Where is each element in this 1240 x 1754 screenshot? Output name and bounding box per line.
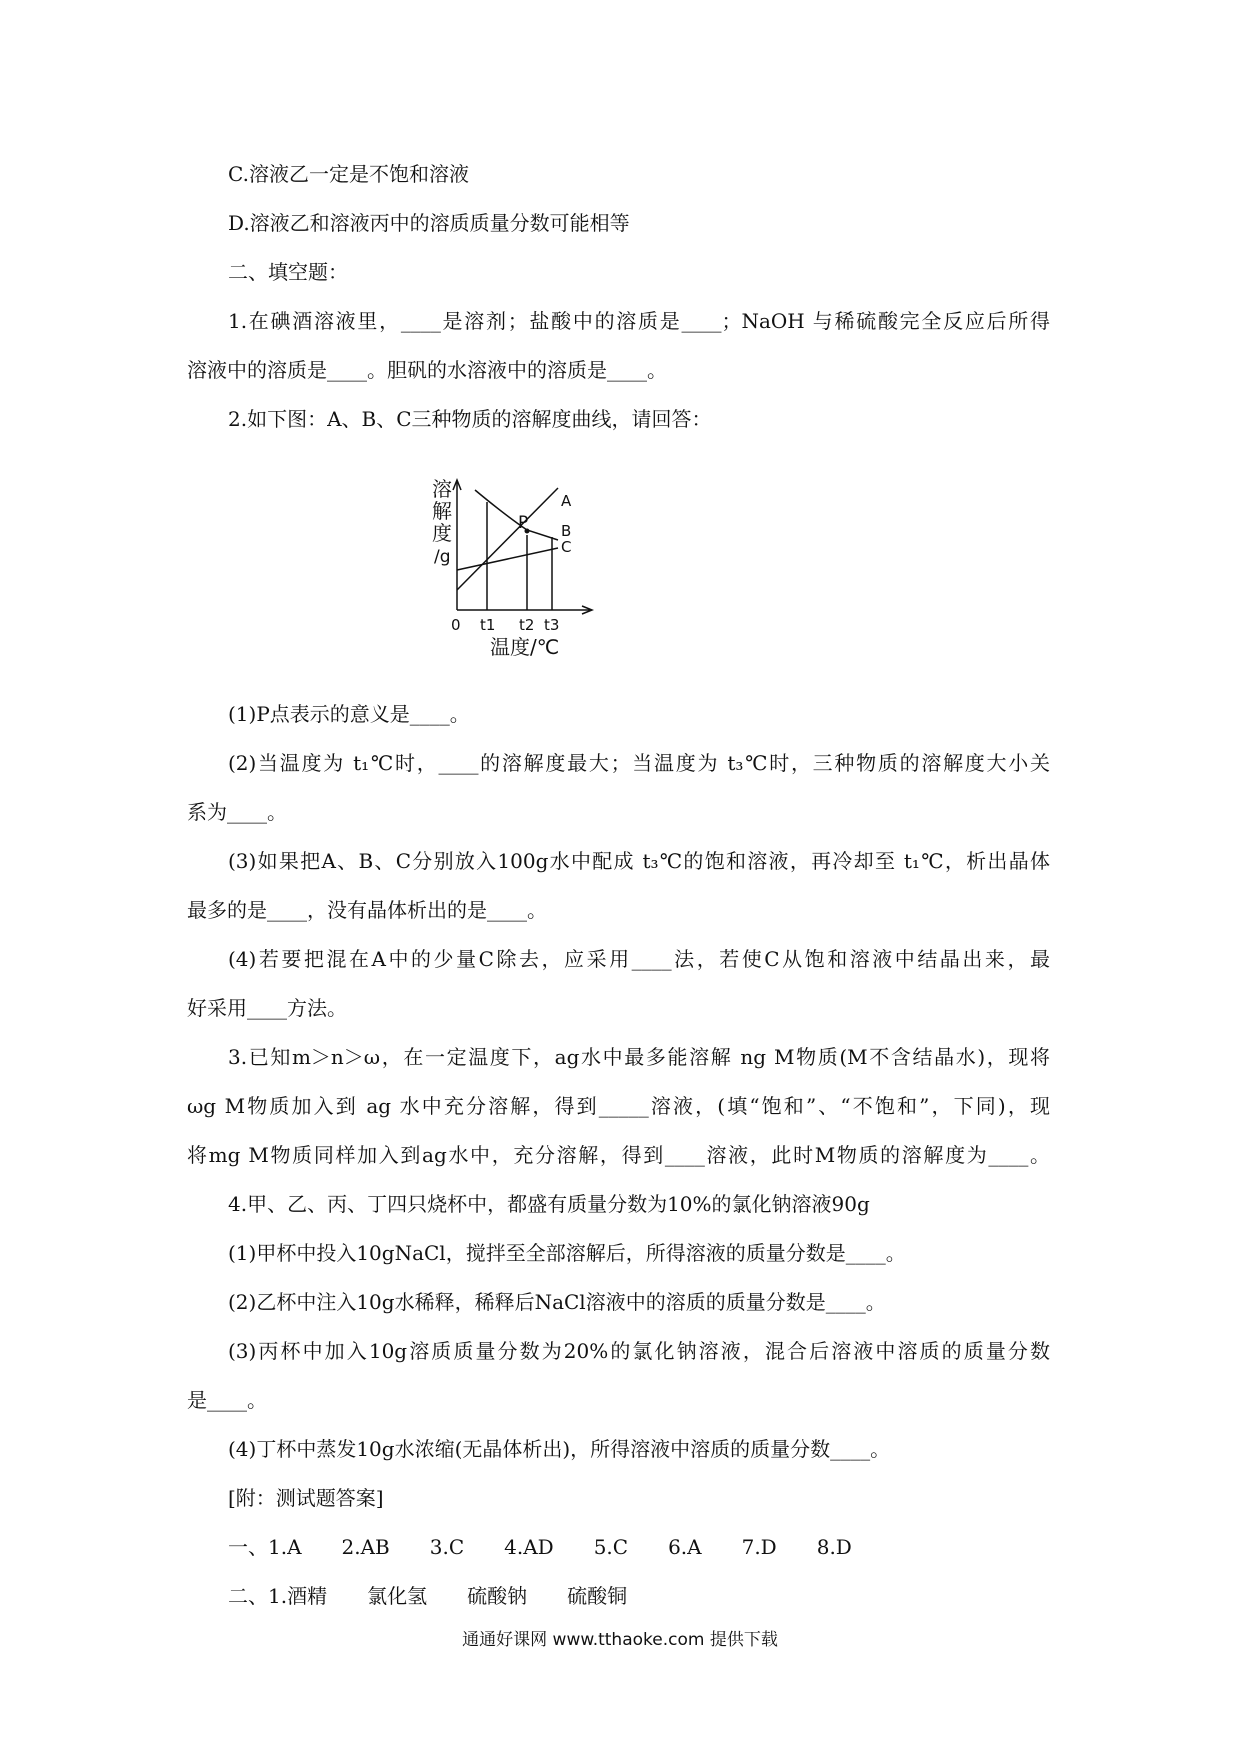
q2-sub2-line1: (2)当温度为 t₁℃时，____的溶解度最大；当温度为 t₃℃时，三种物质的溶解度大小关 [228,751,1050,775]
footer-credit: 通通好课网 www.tthaoke.com 提供下载 [462,1630,778,1650]
tick-label-t1: t1 [480,616,496,634]
y-label-char-2: 解 [432,499,452,523]
option-d: D.溶液乙和溶液丙中的溶质质量分数可能相等 [228,211,630,235]
y-label-char-3: 度 [432,521,452,545]
q3-line1: 3.已知m＞n＞ω，在一定温度下，ag水中最多能溶解 ng M物质(M不含结晶水)，现将 [228,1045,1050,1069]
curve-b-label: B [561,522,572,540]
y-label-unit: /g [434,547,451,567]
tick-label-t3: t3 [544,616,560,634]
point-p-label: P [518,513,529,533]
option-c: C.溶液乙一定是不饱和溶液 [228,162,469,186]
q2-sub4-line1: (4)若要把混在A中的少量C除去，应采用____法，若使C从饱和溶液中结晶出来，最 [228,947,1050,971]
solubility-curve-chart [430,470,610,670]
q2-sub3-line2: 最多的是____，没有晶体析出的是____。 [187,898,547,922]
answers-heading: [附：测试题答案] [228,1486,384,1510]
q3-line3: 将mg M物质同样加入到ag水中，充分溶解，得到____溶液，此时M物质的溶解度为____。 [187,1143,1050,1167]
q2-sub3-line1: (3)如果把A、B、C分别放入100g水中配成 t₃℃的饱和溶液，再冷却至 t₁℃，析出晶体 [228,849,1050,873]
q4-sub3-line2: 是____。 [187,1388,267,1412]
answers-part2: 二、1.酒精 氯化氢 硫酸钠 硫酸铜 [228,1584,628,1608]
curve-a [457,488,558,590]
q2-sub2-line2: 系为____。 [187,800,287,824]
q4-sub4: (4)丁杯中蒸发10g水浓缩(无晶体析出)，所得溶液中溶质的质量分数____。 [228,1437,891,1461]
curve-c-label: C [561,538,572,556]
q2-sub1: (1)P点表示的意义是____。 [228,702,470,726]
q2-sub4-line2: 好采用____方法。 [187,996,347,1020]
q3-line2: ωg M物质加入到 ag 水中充分溶解，得到_____溶液，(填“饱和”、“不饱和”，下同)，现 [187,1094,1050,1118]
q1-line2: 溶液中的溶质是____。胆矾的水溶液中的溶质是____。 [187,358,667,382]
q1-line1: 1.在碘酒溶液里，____是溶剂；盐酸中的溶质是____；NaOH 与稀硫酸完全反应后所得 [228,309,1050,333]
q4-sub3-line1: (3)丙杯中加入10g溶质质量分数为20%的氯化钠溶液，混合后溶液中溶质的质量分数 [228,1339,1050,1363]
origin-label: 0 [451,616,461,634]
q4-intro: 4.甲、乙、丙、丁四只烧杯中，都盛有质量分数为10%的氯化钠溶液90g [228,1192,870,1216]
tick-label-t2: t2 [519,616,535,634]
curve-a-label: A [561,492,572,510]
section-heading-fill-blank: 二、填空题： [228,260,348,284]
q4-sub1: (1)甲杯中投入10gNaCl，搅拌至全部溶解后，所得溶液的质量分数是____。 [228,1241,906,1265]
q2-intro: 2.如下图：A、B、C三种物质的溶解度曲线，请回答： [228,407,712,431]
answers-part1: 一、1.A 2.AB 3.C 4.AD 5.C 6.A 7.D 8.D [228,1535,852,1559]
y-label-char-1: 溶 [432,477,452,501]
curve-c [457,548,558,570]
x-axis-label: 温度/℃ [490,635,560,659]
q4-sub2: (2)乙杯中注入10g水稀释，稀释后NaCl溶液中的溶质的质量分数是____。 [228,1290,886,1314]
